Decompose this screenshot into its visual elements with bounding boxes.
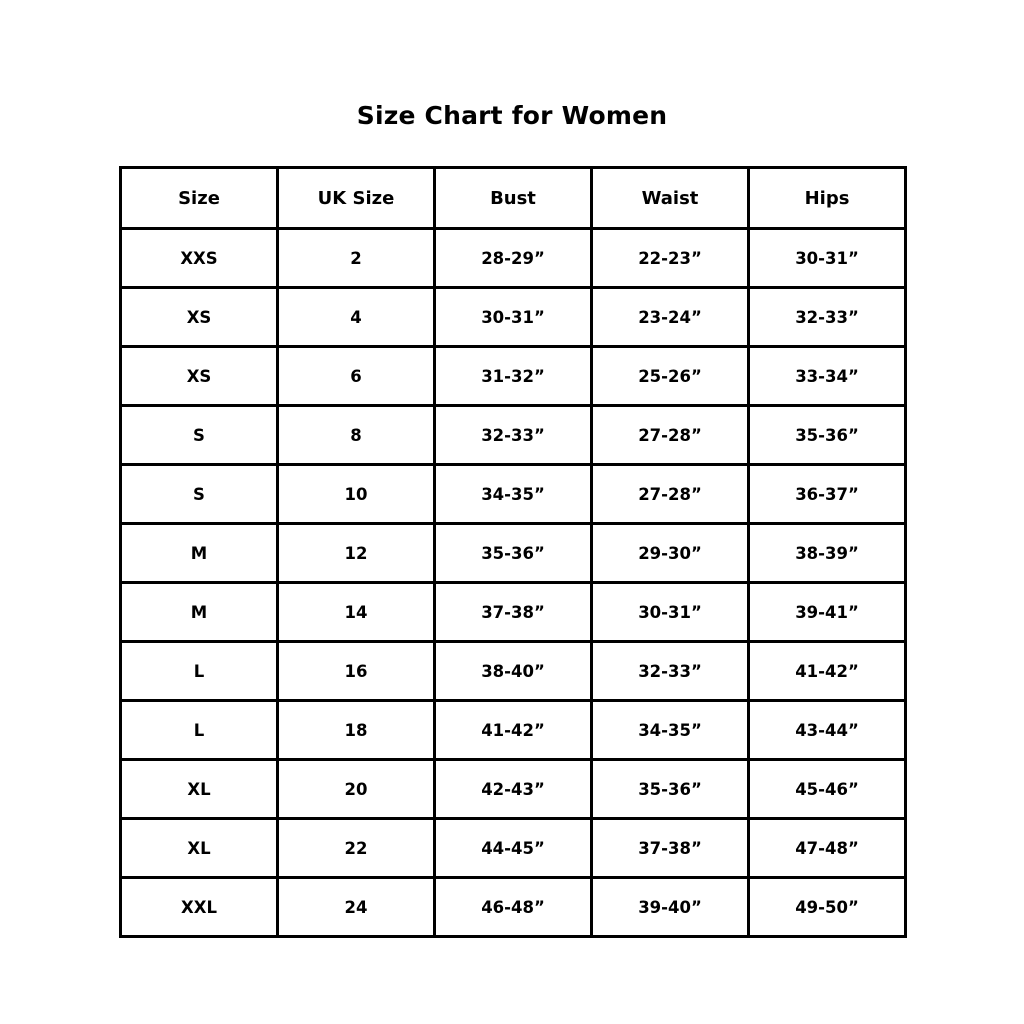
cell-waist: 32-33” — [592, 642, 749, 701]
cell-uk-size: 12 — [278, 524, 435, 583]
cell-uk-size: 6 — [278, 347, 435, 406]
cell-size: XL — [121, 819, 278, 878]
column-header-waist: Waist — [592, 168, 749, 229]
cell-bust: 42-43” — [435, 760, 592, 819]
table-row — [121, 288, 906, 347]
cell-uk-size: 16 — [278, 642, 435, 701]
cell-bust: 46-48” — [435, 878, 592, 937]
cell-size: M — [121, 583, 278, 642]
cell-uk-size: 2 — [278, 229, 435, 288]
cell-uk-size: 10 — [278, 465, 435, 524]
table-row — [121, 465, 906, 524]
cell-hips: 38-39” — [749, 524, 906, 583]
table-row — [121, 701, 906, 760]
cell-waist: 27-28” — [592, 465, 749, 524]
column-header-uk-size: UK Size — [278, 168, 435, 229]
cell-hips: 39-41” — [749, 583, 906, 642]
cell-size: M — [121, 524, 278, 583]
size-chart-table — [119, 166, 907, 938]
table-header-row — [121, 168, 906, 229]
cell-size: XS — [121, 288, 278, 347]
cell-size: XXS — [121, 229, 278, 288]
cell-uk-size: 14 — [278, 583, 435, 642]
cell-waist: 35-36” — [592, 760, 749, 819]
page-title: Size Chart for Women — [356, 101, 668, 130]
cell-hips: 49-50” — [749, 878, 906, 937]
cell-hips: 36-37” — [749, 465, 906, 524]
cell-waist: 30-31” — [592, 583, 749, 642]
table-row — [121, 642, 906, 701]
cell-hips: 45-46” — [749, 760, 906, 819]
cell-size: XXL — [121, 878, 278, 937]
cell-bust: 35-36” — [435, 524, 592, 583]
column-header-size: Size — [121, 168, 278, 229]
cell-waist: 23-24” — [592, 288, 749, 347]
cell-bust: 28-29” — [435, 229, 592, 288]
cell-hips: 33-34” — [749, 347, 906, 406]
cell-hips: 43-44” — [749, 701, 906, 760]
table-row — [121, 878, 906, 937]
cell-hips: 32-33” — [749, 288, 906, 347]
cell-bust: 38-40” — [435, 642, 592, 701]
table-header — [121, 168, 906, 229]
cell-waist: 25-26” — [592, 347, 749, 406]
cell-uk-size: 20 — [278, 760, 435, 819]
size-chart-table-wrapper — [119, 166, 904, 938]
cell-uk-size: 22 — [278, 819, 435, 878]
cell-uk-size: 4 — [278, 288, 435, 347]
column-header-hips: Hips — [749, 168, 906, 229]
cell-size: XL — [121, 760, 278, 819]
cell-waist: 37-38” — [592, 819, 749, 878]
cell-bust: 31-32” — [435, 347, 592, 406]
table-row — [121, 583, 906, 642]
cell-uk-size: 8 — [278, 406, 435, 465]
cell-uk-size: 18 — [278, 701, 435, 760]
table-body — [121, 229, 906, 937]
table-row — [121, 819, 906, 878]
cell-bust: 41-42” — [435, 701, 592, 760]
cell-size: XS — [121, 347, 278, 406]
cell-size: S — [121, 465, 278, 524]
cell-hips: 35-36” — [749, 406, 906, 465]
cell-bust: 37-38” — [435, 583, 592, 642]
cell-waist: 27-28” — [592, 406, 749, 465]
cell-size: L — [121, 701, 278, 760]
cell-waist: 34-35” — [592, 701, 749, 760]
table-row — [121, 760, 906, 819]
cell-hips: 47-48” — [749, 819, 906, 878]
cell-uk-size: 24 — [278, 878, 435, 937]
table-row — [121, 524, 906, 583]
cell-size: L — [121, 642, 278, 701]
cell-waist: 39-40” — [592, 878, 749, 937]
table-row — [121, 406, 906, 465]
cell-hips: 30-31” — [749, 229, 906, 288]
cell-waist: 29-30” — [592, 524, 749, 583]
cell-bust: 34-35” — [435, 465, 592, 524]
cell-bust: 44-45” — [435, 819, 592, 878]
table-row — [121, 229, 906, 288]
cell-hips: 41-42” — [749, 642, 906, 701]
cell-size: S — [121, 406, 278, 465]
cell-bust: 32-33” — [435, 406, 592, 465]
table-row — [121, 347, 906, 406]
cell-bust: 30-31” — [435, 288, 592, 347]
column-header-bust: Bust — [435, 168, 592, 229]
cell-waist: 22-23” — [592, 229, 749, 288]
